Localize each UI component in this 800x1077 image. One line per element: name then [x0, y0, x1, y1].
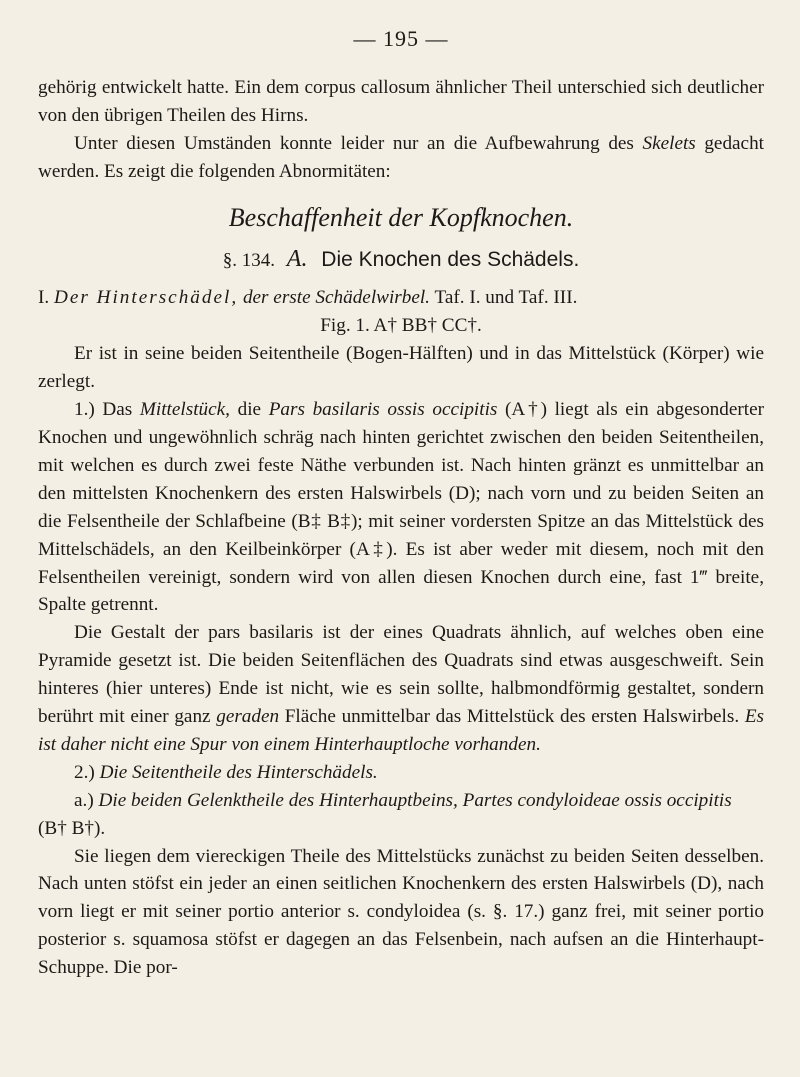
text-run: Die Gestalt der pars basilaris ist der eines Quadrats ähnlich, auf welches oben eine Pyramide gesetzt ist. Die beiden Seitenflächen des Quadrats sind etwas ausgeschweift. Sein hinteres (hier unteres) Ende ist nicht, wie es sein sollte, halbmondförmig gestaltet, sondern berührt mit einer ganz: [38, 622, 764, 728]
emphasis: Die Seitentheile des Hinterschädels.: [99, 761, 378, 783]
text-run: a.): [74, 789, 99, 811]
paragraph-letter: A.: [286, 245, 308, 272]
emphasis: Skelets: [642, 132, 696, 154]
emphasis: Die beiden Gelenktheile des Hinterhauptbeins, Partes condyloideae ossis occipitis: [98, 789, 732, 811]
paragraph-sign: §. 134.: [222, 249, 275, 271]
text-run: 2.): [74, 761, 100, 783]
text-run: gedacht werden. Es zeigt die folgenden Abnormitäten:: [38, 132, 765, 182]
paragraph-heading-title: Die Knochen des Schädels.: [321, 247, 580, 271]
emphasis: Pars basilaris ossis occipitis: [268, 399, 498, 421]
subheading-number: I.: [38, 287, 50, 309]
paragraph-division: Er ist in seine beiden Seitentheile (Bogen-Hälften) und in das Mittelstück (Körper) wie zerlegt.: [38, 343, 764, 393]
paragraph-skeleton: [38, 130, 764, 186]
page-number: — 195 —: [353, 26, 449, 51]
figure-reference: Fig. 1. A† BB† CC†.: [320, 315, 482, 337]
paragraph-intro: gehörig entwickelt hatte. Ein dem corpus callosum ähnlicher Theil unterschied sich deutlicher von den übrigen Theilen des Hirns.: [38, 77, 764, 126]
subheading-subtitle: der erste Schädelwirbel.: [242, 287, 430, 309]
emphasis: geraden: [216, 706, 280, 728]
text-run: (A†) liegt als ein abgesonderter Knochen und ungewöhnlich schräg nach hinten gerichtet zwischen den beiden Seitentheilen, mit welchen es durch zwei feste Näthe verbunden ist. Nach hinten gränzt es unmittelbar an den mittelsten Knochenkern des ersten Halswirbels (D); nach vorn und zu beiden Seiten an die Felsentheile der Schlafbeine (B‡ B‡); mit seiner vordersten Spitze an das Mittelstück des Mittelschädels, an den Keilbeinkörper (A‡). Es ist aber weder mit diesem, noch mit den Felsentheilen vereinigt, sondern wird von allen diesen Knochen durch eine, fast 1‴ breite, Spalte getrennt.: [38, 399, 764, 616]
subheading-gelenktheile: [38, 787, 764, 843]
paragraph-mittelstueck: [38, 396, 764, 619]
section-title: Beschaffenheit der Kopfknochen.: [228, 202, 574, 232]
emphasis: Mittelstück,: [139, 399, 230, 421]
subheading-hinterschaedel: [38, 284, 764, 312]
text-run: Unter diesen Umständen konnte leider nur an die Aufbewahrung des: [74, 132, 643, 154]
text-run: Fläche unmittelbar das Mittelstück des ersten Halswirbels.: [279, 706, 745, 728]
plate-reference: Taf. I. und Taf. III.: [434, 287, 578, 309]
text-run: 1.) Das: [74, 399, 140, 421]
emphasis: Es ist daher nicht eine Spur von einem Hinterhauptloche vorhanden.: [38, 706, 765, 755]
subheading-title: Der Hinterschädel,: [53, 287, 239, 309]
text-run: die: [229, 399, 269, 421]
text-run: (B† B†).: [38, 817, 106, 839]
paragraph-gelenktheile: Sie liegen dem viereckigen Theile des Mittelstücks zunächst zu beiden Seiten desselben. Nach unten stöfst ein jeder an einen seitlichen Knochenkern des ersten Halswirbels (D), nach vorn liegt er mit seiner portio anterior s. condyloidea (s. §. 17.) ganz frei, mit seiner portio posterior s. squamosa stöfst er dagegen an das Felsenbein, nach aufsen an die Hinterhaupt-Schuppe. Die por-: [38, 845, 764, 979]
paragraph-heading: [38, 246, 764, 275]
page-body: [38, 74, 764, 982]
paragraph-gestalt: [38, 619, 764, 759]
subheading-seitentheile: [38, 759, 764, 787]
